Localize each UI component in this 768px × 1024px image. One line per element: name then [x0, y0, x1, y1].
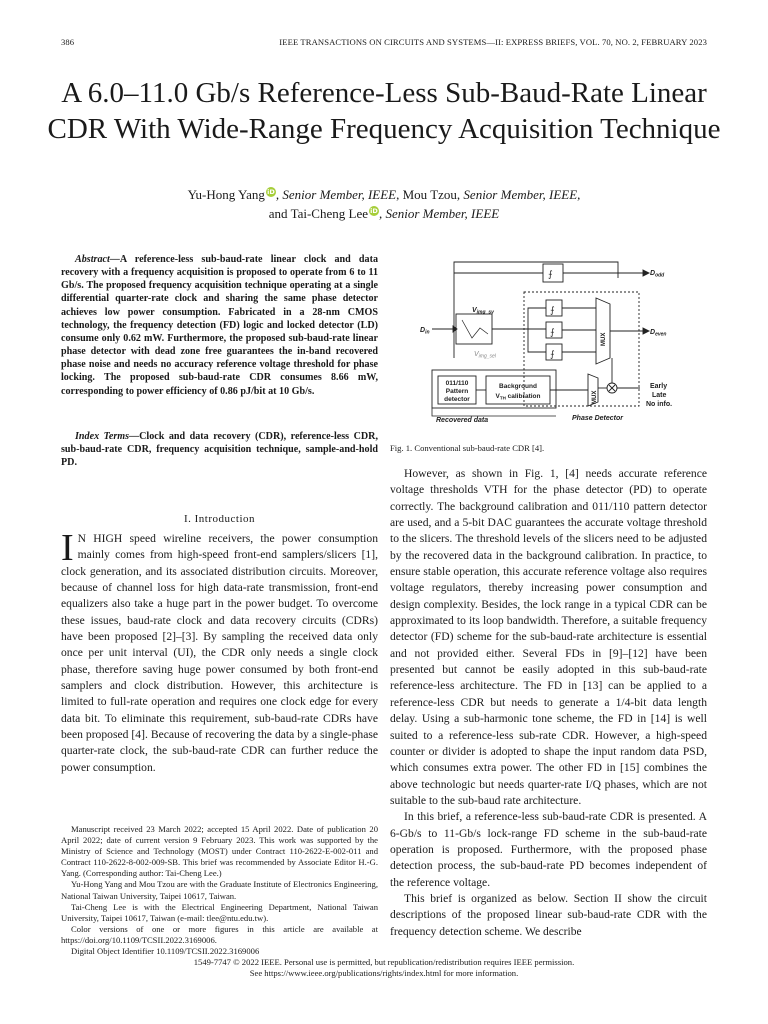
- author-role: , Senior Member, IEEE: [378, 206, 500, 221]
- label-d-odd-main: D: [650, 270, 656, 277]
- label-d-even-main: D: [650, 329, 656, 336]
- label-d-even: [650, 329, 666, 338]
- footnote: Yu-Hong Yang and Mou Tzou are with the Graduate Institute of Electronics Engineering, National Taiwan University, Taipei 10617, Taiwan.: [61, 879, 378, 901]
- intro-paragraph: [61, 527, 378, 776]
- author-name: and Tai-Cheng Lee: [268, 206, 368, 221]
- svg-text:⨍: ⨍: [550, 327, 555, 337]
- svg-text:⨍: ⨍: [550, 305, 555, 315]
- author-role: Senior Member, IEEE,: [463, 187, 581, 202]
- label-d-in-sub: in: [425, 329, 430, 336]
- drop-cap: I: [61, 527, 74, 569]
- footnote: Color versions of one or more figures in this article are available at https://doi.org/10.1109/TCSII.2022.3169006.: [61, 923, 378, 945]
- label-late: Late: [652, 392, 667, 399]
- label-bg-1: Background: [499, 383, 537, 390]
- index-terms: [61, 430, 378, 469]
- label-vimg-sv-main: V: [472, 307, 477, 314]
- label-vimg-sv-sub: img_sv: [476, 309, 494, 316]
- phase-detector-box: [524, 292, 639, 406]
- figure-caption: Fig. 1. Conventional sub-baud-rate CDR [4].: [390, 443, 545, 453]
- label-pattern-3: detector: [444, 396, 470, 403]
- paper-title: A 6.0–11.0 Gb/s Reference-Less Sub-Baud-Rate Linear CDR With Wide-Range Frequency Acquisition Technique: [47, 77, 721, 145]
- label-no-info: No info.: [646, 401, 673, 408]
- footnote: Tai-Cheng Lee is with the Electrical Engineering Department, National Taiwan University, Taipei 10617, Taiwan (e-mail: tlee@ntu.edu.tw).: [61, 901, 378, 923]
- label-lower-mux: MUX: [592, 390, 598, 404]
- copyright-line: See https://www.ieee.org/publications/rights/index.html for more information.: [249, 968, 519, 978]
- label-pattern-1: 011/110: [445, 380, 469, 387]
- orcid-icon[interactable]: iD: [370, 207, 378, 215]
- paragraph: In this brief, a reference-less sub-baud-rate CDR is presented. A 6-Gb/s to 11-Gb/s lock-range FD scheme in the sub-baud-rate operation is proposed. Furthermore, with the proposed phase detection process, the sub-baud-rate PD becomes independent of the reference voltage.: [390, 810, 707, 889]
- label-vimg-sel-main: V: [474, 351, 479, 358]
- svg-text:⨍: ⨍: [550, 349, 555, 359]
- right-column-text: [390, 466, 707, 940]
- footnote: Digital Object Identifier 10.1109/TCSII.2022.3169006: [71, 946, 260, 957]
- paragraph: This brief is organized as below. Section II show the circuit descriptions of the proposed linear sub-baud-rate CDR with the frequency detection scheme. We describe: [390, 891, 707, 938]
- figure-1-diagram: [418, 258, 688, 428]
- intro-text: N HIGH speed wireline receivers, the power consumption mainly comes from high-speed front-end samplers/slicers [1], clock generation, and its associated distribution circuits. Moreover, because of channel loss for high data-rate transmission, front-end equalizers also take a huge part in the power budget. To overcome these issues, baud-rate clock and data recovery circuits (CDRs) have been proposed [2]–[3]. By sampling the received data only once per unit interval (UI), the CDR only needs a single clock phase, therefore saving huge power consumed by both front-end samplers and clock distribution. However, this architecture is limited to full-rate operation and requires one clock edge for every data bit. To eliminate this requirement, sub-baud-rate CDRs have been proposed [4]. Because of recovering the data by a single-phase quarter-rate clock, the sub-baud-rate CDR can further reduce the power consumption.: [61, 532, 378, 774]
- section-heading: I. Introduction: [183, 513, 256, 525]
- label-bg-2-main: V: [495, 393, 500, 400]
- index-terms-text: Clock and data recovery (CDR), reference-less CDR, sub-baud-rate CDR, frequency acquisition technique, sample-and-hold PD.: [61, 431, 378, 469]
- orcid-icon[interactable]: iD: [267, 188, 275, 196]
- label-bg-3: calibration: [505, 393, 541, 400]
- label-vimg-sel-sub: img_sel: [478, 353, 496, 360]
- footnote: Manuscript received 23 March 2022; accepted 15 April 2022. Date of publication 20 April 2022; date of current version 9 February 2023. This work was supported by the Ministry of Science and Technology (MOST) under Contract 110-2622-E-002-011 and Contract 110-2622-8-002-009-SB. This brief was recommended by Associate Editor H.-G. Yang. (Corresponding author: Tai-Cheng Lee.): [61, 824, 378, 879]
- label-bg-2: [495, 393, 540, 401]
- abstract-label: Abstract—: [75, 254, 120, 265]
- author-name: Yu-Hong Yang: [187, 187, 265, 202]
- label-d-odd-sub: odd: [655, 272, 665, 279]
- label-phase-detector: Phase Detector: [572, 415, 623, 422]
- sample-hold-block: [456, 314, 492, 344]
- footnotes: [61, 824, 378, 957]
- label-mux: MUX: [601, 332, 607, 346]
- arrow: [643, 328, 649, 334]
- arrow: [643, 270, 649, 276]
- label-d-in-main: D: [420, 327, 426, 334]
- wire: [528, 329, 546, 352]
- mux: [596, 298, 610, 364]
- paragraph: However, as shown in Fig. 1, [4] needs accurate reference voltage thresholds VTH for the phase detector (PD) to operate correctly. The background calibration and 011/110 pattern detector are used, and a 5-bit DAC guarantees the accurate voltage threshold to the slicers. The threshold levels of the slicers need to be adjusted by the recovered data in the background calibration. In practice, to ensure stable operation, this accurate reference voltage also requires voltage regulators, thereby increasing power consumption and design complexity. Besides, the lock range in a typical CDR can be approximated to its loop bandwidth. Therefore, a suitable frequency detector (FD) scheme for the sub-baud-rate architecture is essential and not provided either. Several FDs in [9]–[12] have been presented but cannot be easily adopted in this sub-baud-rate reference-less architecture. The FD in [13] can be applied to a reference-less CDR but needs to generate a 1/4-bit data length delay. Using a sub-harmonic tone scheme, the FD in [14] is well suited to a reference-less sub-rate CDR. However, a high-speed counter or divider is adopted to shape the input random data PSD, which consumes extra power. The other FD in [15] combines the above technologic but needs quarter-rate I/Q phases, which are not suitable to the sub-baud rate architecture.: [390, 467, 707, 807]
- label-bg-2-sub: TH: [499, 395, 506, 401]
- author-role: , Senior Member, IEEE: [275, 187, 397, 202]
- label-pattern-2: Pattern: [445, 388, 469, 395]
- svg-text:⨍: ⨍: [548, 269, 553, 279]
- waveform-glyph: [462, 320, 488, 338]
- label-vimg-sel: [474, 351, 497, 360]
- author-name: , Mou Tzou,: [396, 187, 464, 202]
- index-terms-label: Index Terms—: [75, 431, 140, 442]
- copyright-footer: [0, 957, 768, 979]
- wire: [528, 308, 546, 329]
- label-early: Early: [650, 383, 668, 390]
- abstract: [61, 253, 378, 398]
- copyright-line: 1549-7747 © 2022 IEEE. Personal use is permitted, but republication/redistribution requires IEEE permission.: [193, 957, 575, 967]
- label-d-in: [420, 327, 430, 336]
- label-recovered: Recovered data: [436, 417, 489, 424]
- journal-header: IEEE TRANSACTIONS ON CIRCUITS AND SYSTEMS—II: EXPRESS BRIEFS, VOL. 70, NO. 2, FEBRUARY 2023: [279, 37, 707, 47]
- author-list: [40, 185, 728, 223]
- abstract-text: A reference-less sub-baud-rate linear clock and data recovery with a frequency acquisition is proposed to operate from 6 to 11 Gb/s. The proposed frequency acquisition technique operating at a single differential quarter-rate clock and sharing the same phase detector achieves low power consumption. Fabricated in a 28-nm CMOS technology, the frequency detection (FD) logic and locked detector (LD) consume only 0.62 mW. Furthermore, the proposed sub-baud-rate linear phase detector with dead zone free guarantees the in-band recovered phase noise and needs no accuracy reference voltage threshold for phase locking. The proposed sub-baud-rate CDR consumes 8.66 mW, corresponding to power efficiency of 0.86 pJ/bit at 10 Gb/s.: [61, 254, 378, 397]
- label-d-even-sub: even: [655, 331, 667, 338]
- top-flipflop: [543, 264, 563, 282]
- label-d-odd: [650, 270, 665, 279]
- page-number: 386: [61, 37, 75, 47]
